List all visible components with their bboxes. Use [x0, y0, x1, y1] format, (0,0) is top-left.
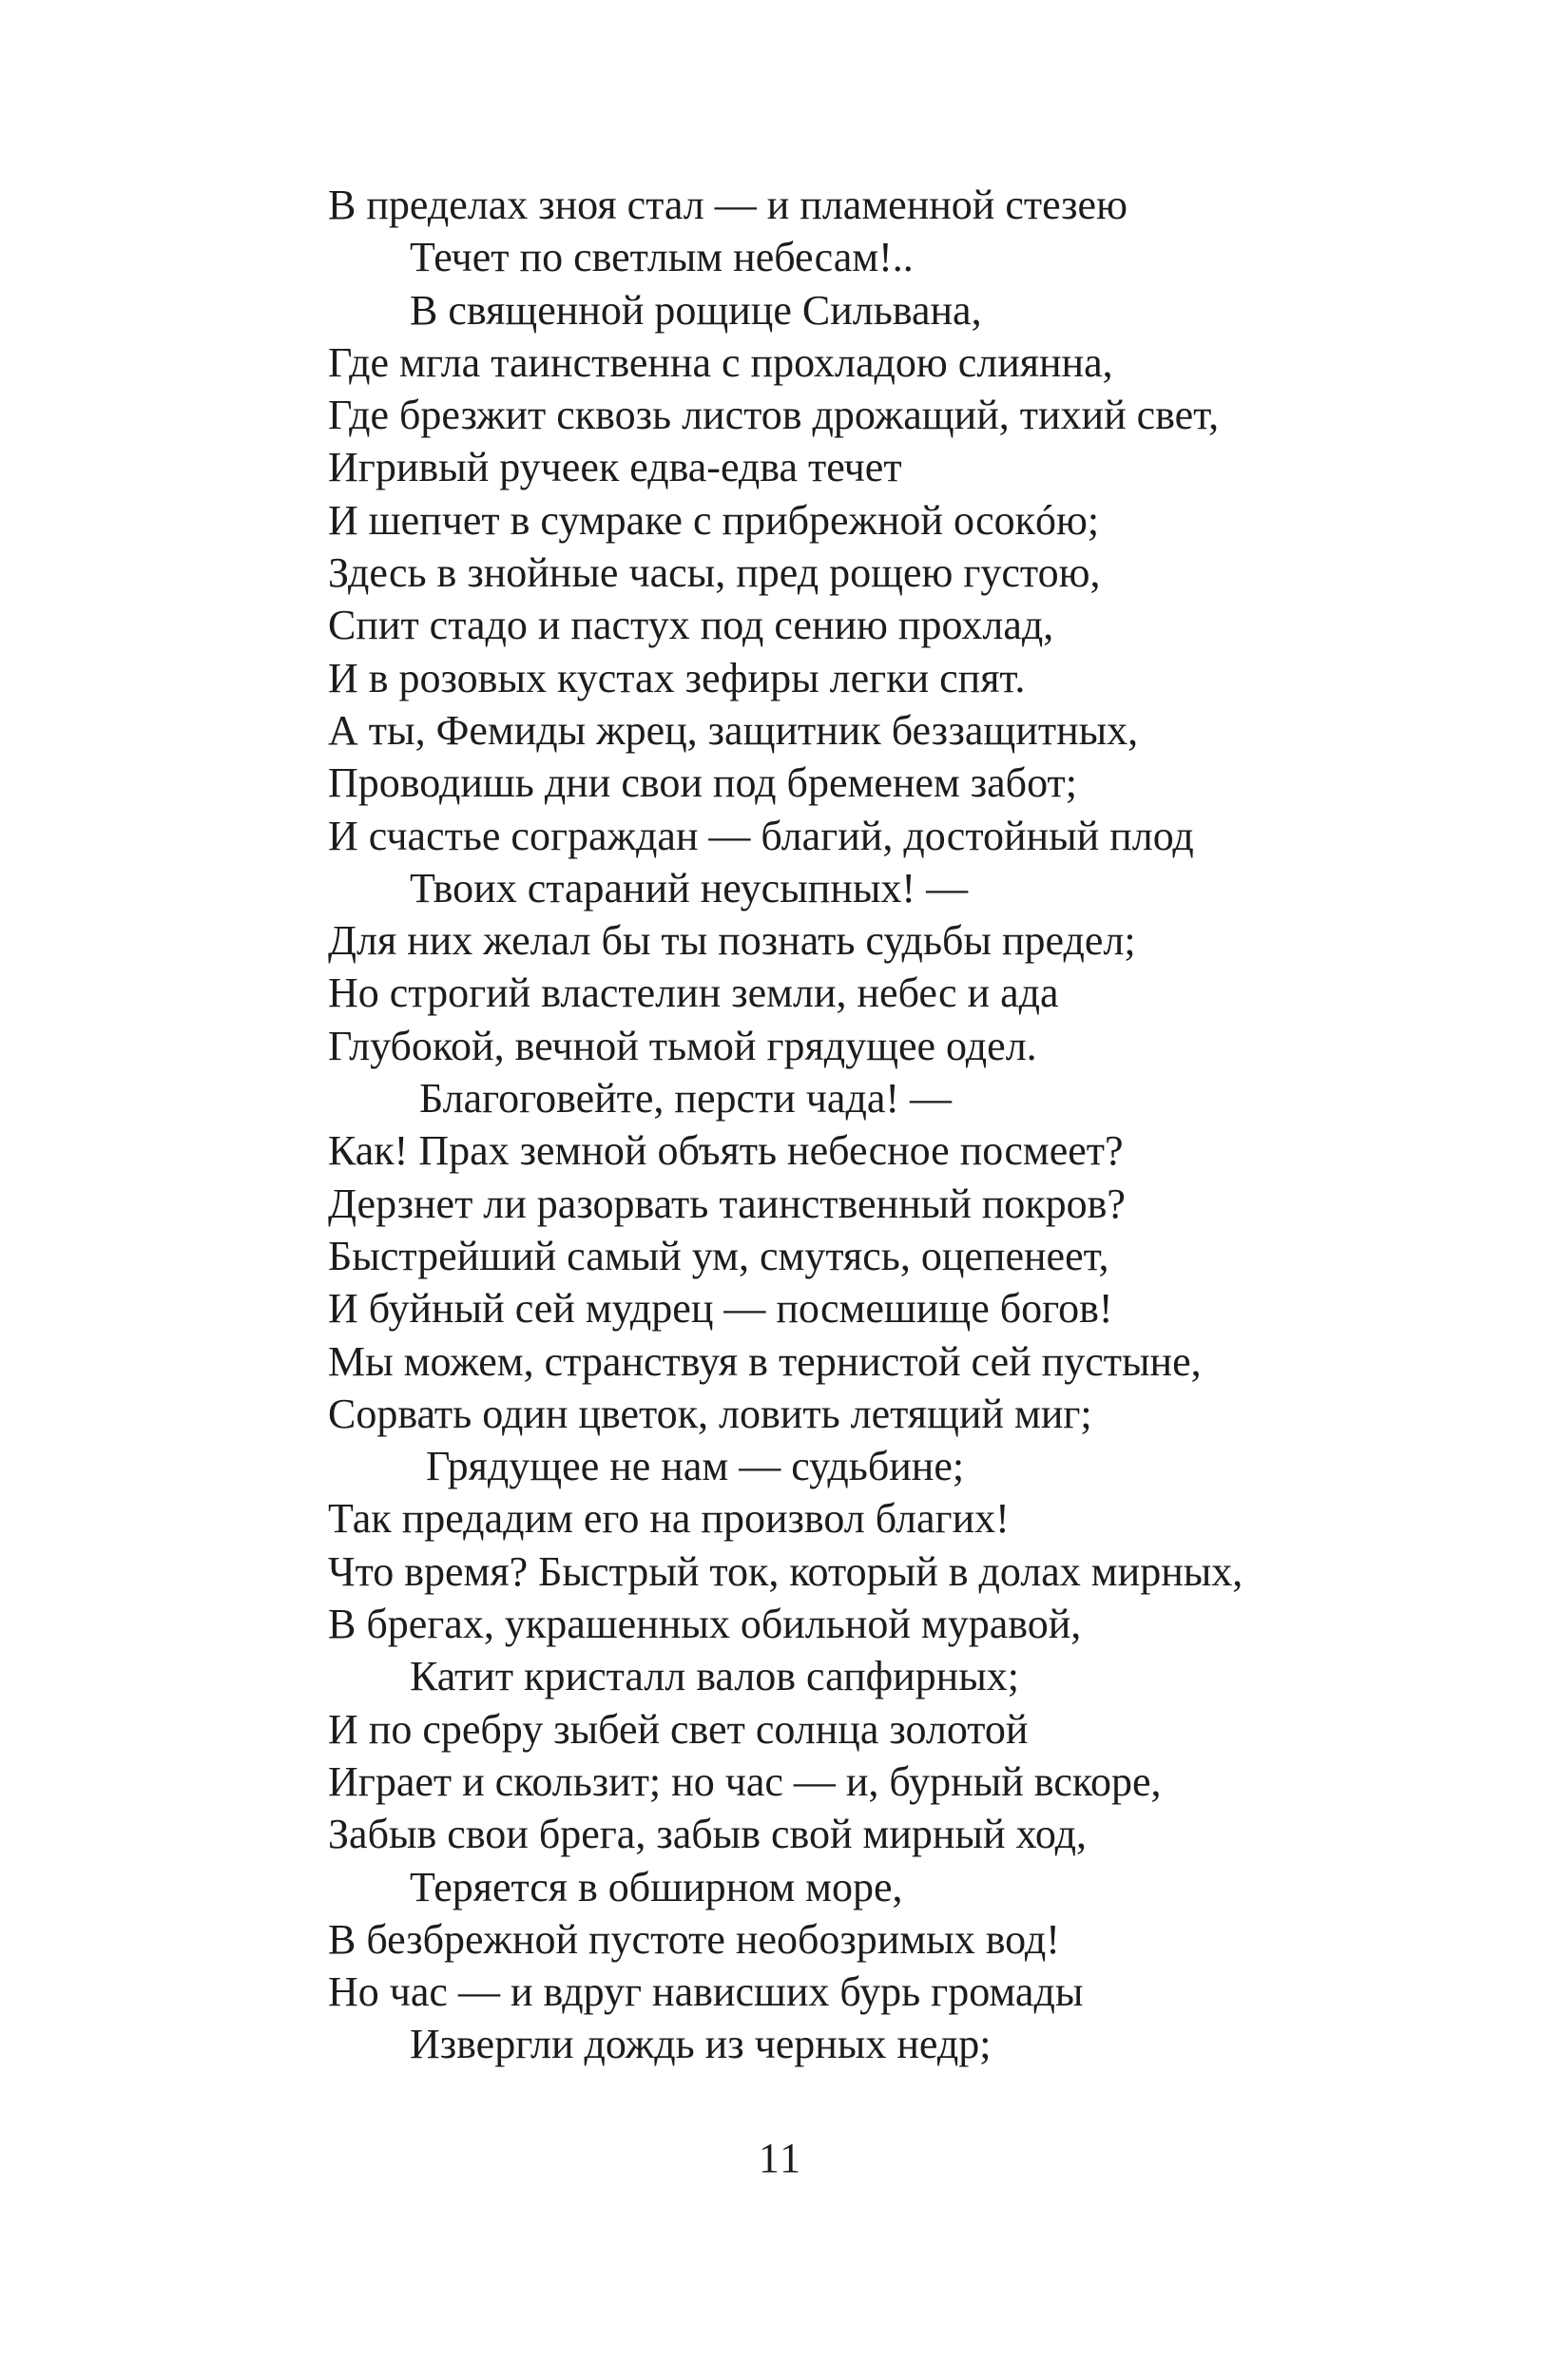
poem-line: В священной рощице Сильвана,: [410, 286, 982, 334]
poem-line: Дерзнет ли разорвать таинственный покров?: [328, 1180, 1126, 1227]
poem-line: В безбрежной пустоте необозримых вод!: [328, 1915, 1060, 1963]
poem-line: Теряется в обширном море,: [410, 1863, 903, 1910]
poem-line: А ты, Фемиды жрец, защитник беззащитных,: [328, 706, 1139, 754]
poem-line: Но час — и вдруг нависших бурь громады: [328, 1968, 1084, 2016]
page-number: 11: [758, 2135, 803, 2181]
poem-line: Где мгла таинственна с прохладою слиянна,: [328, 338, 1113, 386]
poem-line: Как! Прах земной объять небесное посмеет?: [328, 1127, 1124, 1175]
poem-line: Что время? Быстрый ток, который в долах мирных,: [328, 1547, 1243, 1595]
poem-line: И счастье сограждан — благий, достойный плод: [328, 812, 1194, 859]
poem-line: Течет по светлым небесам!..: [410, 234, 914, 281]
poem-line: И шепчет в сумраке с прибрежной осокóю;: [328, 496, 1100, 544]
poem-line: Забыв свои брега, забыв свой мирный ход,: [328, 1811, 1088, 1858]
poem-line: И буйный сей мудрец — посмешище богов!: [328, 1285, 1113, 1333]
poem-line: Благоговейте, персти чада! —: [419, 1075, 953, 1123]
poem-line: Глубокой, вечной тьмой грядущее одел.: [328, 1022, 1037, 1069]
poem-line: И в розовых кустах зефиры легки спят.: [328, 654, 1026, 701]
poem-line: Сорвать один цветок, ловить летящий миг;: [328, 1390, 1092, 1437]
poem-line: Быстрейший самый ум, смутясь, оцепенеет,: [328, 1232, 1109, 1279]
poem-line: Так предадим его на произвол благих!: [328, 1495, 1010, 1543]
poem-line: Мы можем, странствуя в тернистой сей пустыне,: [328, 1337, 1202, 1385]
poem-line: Но строгий властелин земли, небес и ада: [328, 969, 1059, 1017]
poem-text: [328, 179, 1450, 2071]
poem-line: Здесь в знойные часы, пред рощею густою,: [328, 549, 1101, 597]
poem-line: Для них желал бы ты познать судьбы предел;: [328, 917, 1136, 965]
poem-line: Извергли дождь из черных недр;: [410, 2021, 992, 2068]
poem-line: Спит стадо и пастух под сению прохлад,: [328, 602, 1054, 649]
poem-line: Проводишь дни свои под бременем забот;: [328, 759, 1077, 807]
poem-line: Где брезжит сквозь листов дрожащий, тихий свет,: [328, 392, 1220, 439]
poem-line: Играет и скользит; но час — и, бурный вскоре,: [328, 1757, 1162, 1805]
poem-line: Твоих стараний неусыпных! —: [410, 864, 969, 912]
poem-line: В брегах, украшенных обильной муравой,: [328, 1601, 1082, 1648]
poem-line: И по сребру зыбей свет солнца золотой: [328, 1705, 1029, 1753]
poem-line: Грядущее не нам — судьбине;: [426, 1443, 965, 1490]
poem-line: Игривый ручеек едва-едва течет: [328, 444, 902, 491]
poem-line: В пределах зноя стал — и пламенной стезею: [328, 182, 1127, 228]
poem-line: Катит кристалл валов сапфирных;: [410, 1653, 1020, 1700]
